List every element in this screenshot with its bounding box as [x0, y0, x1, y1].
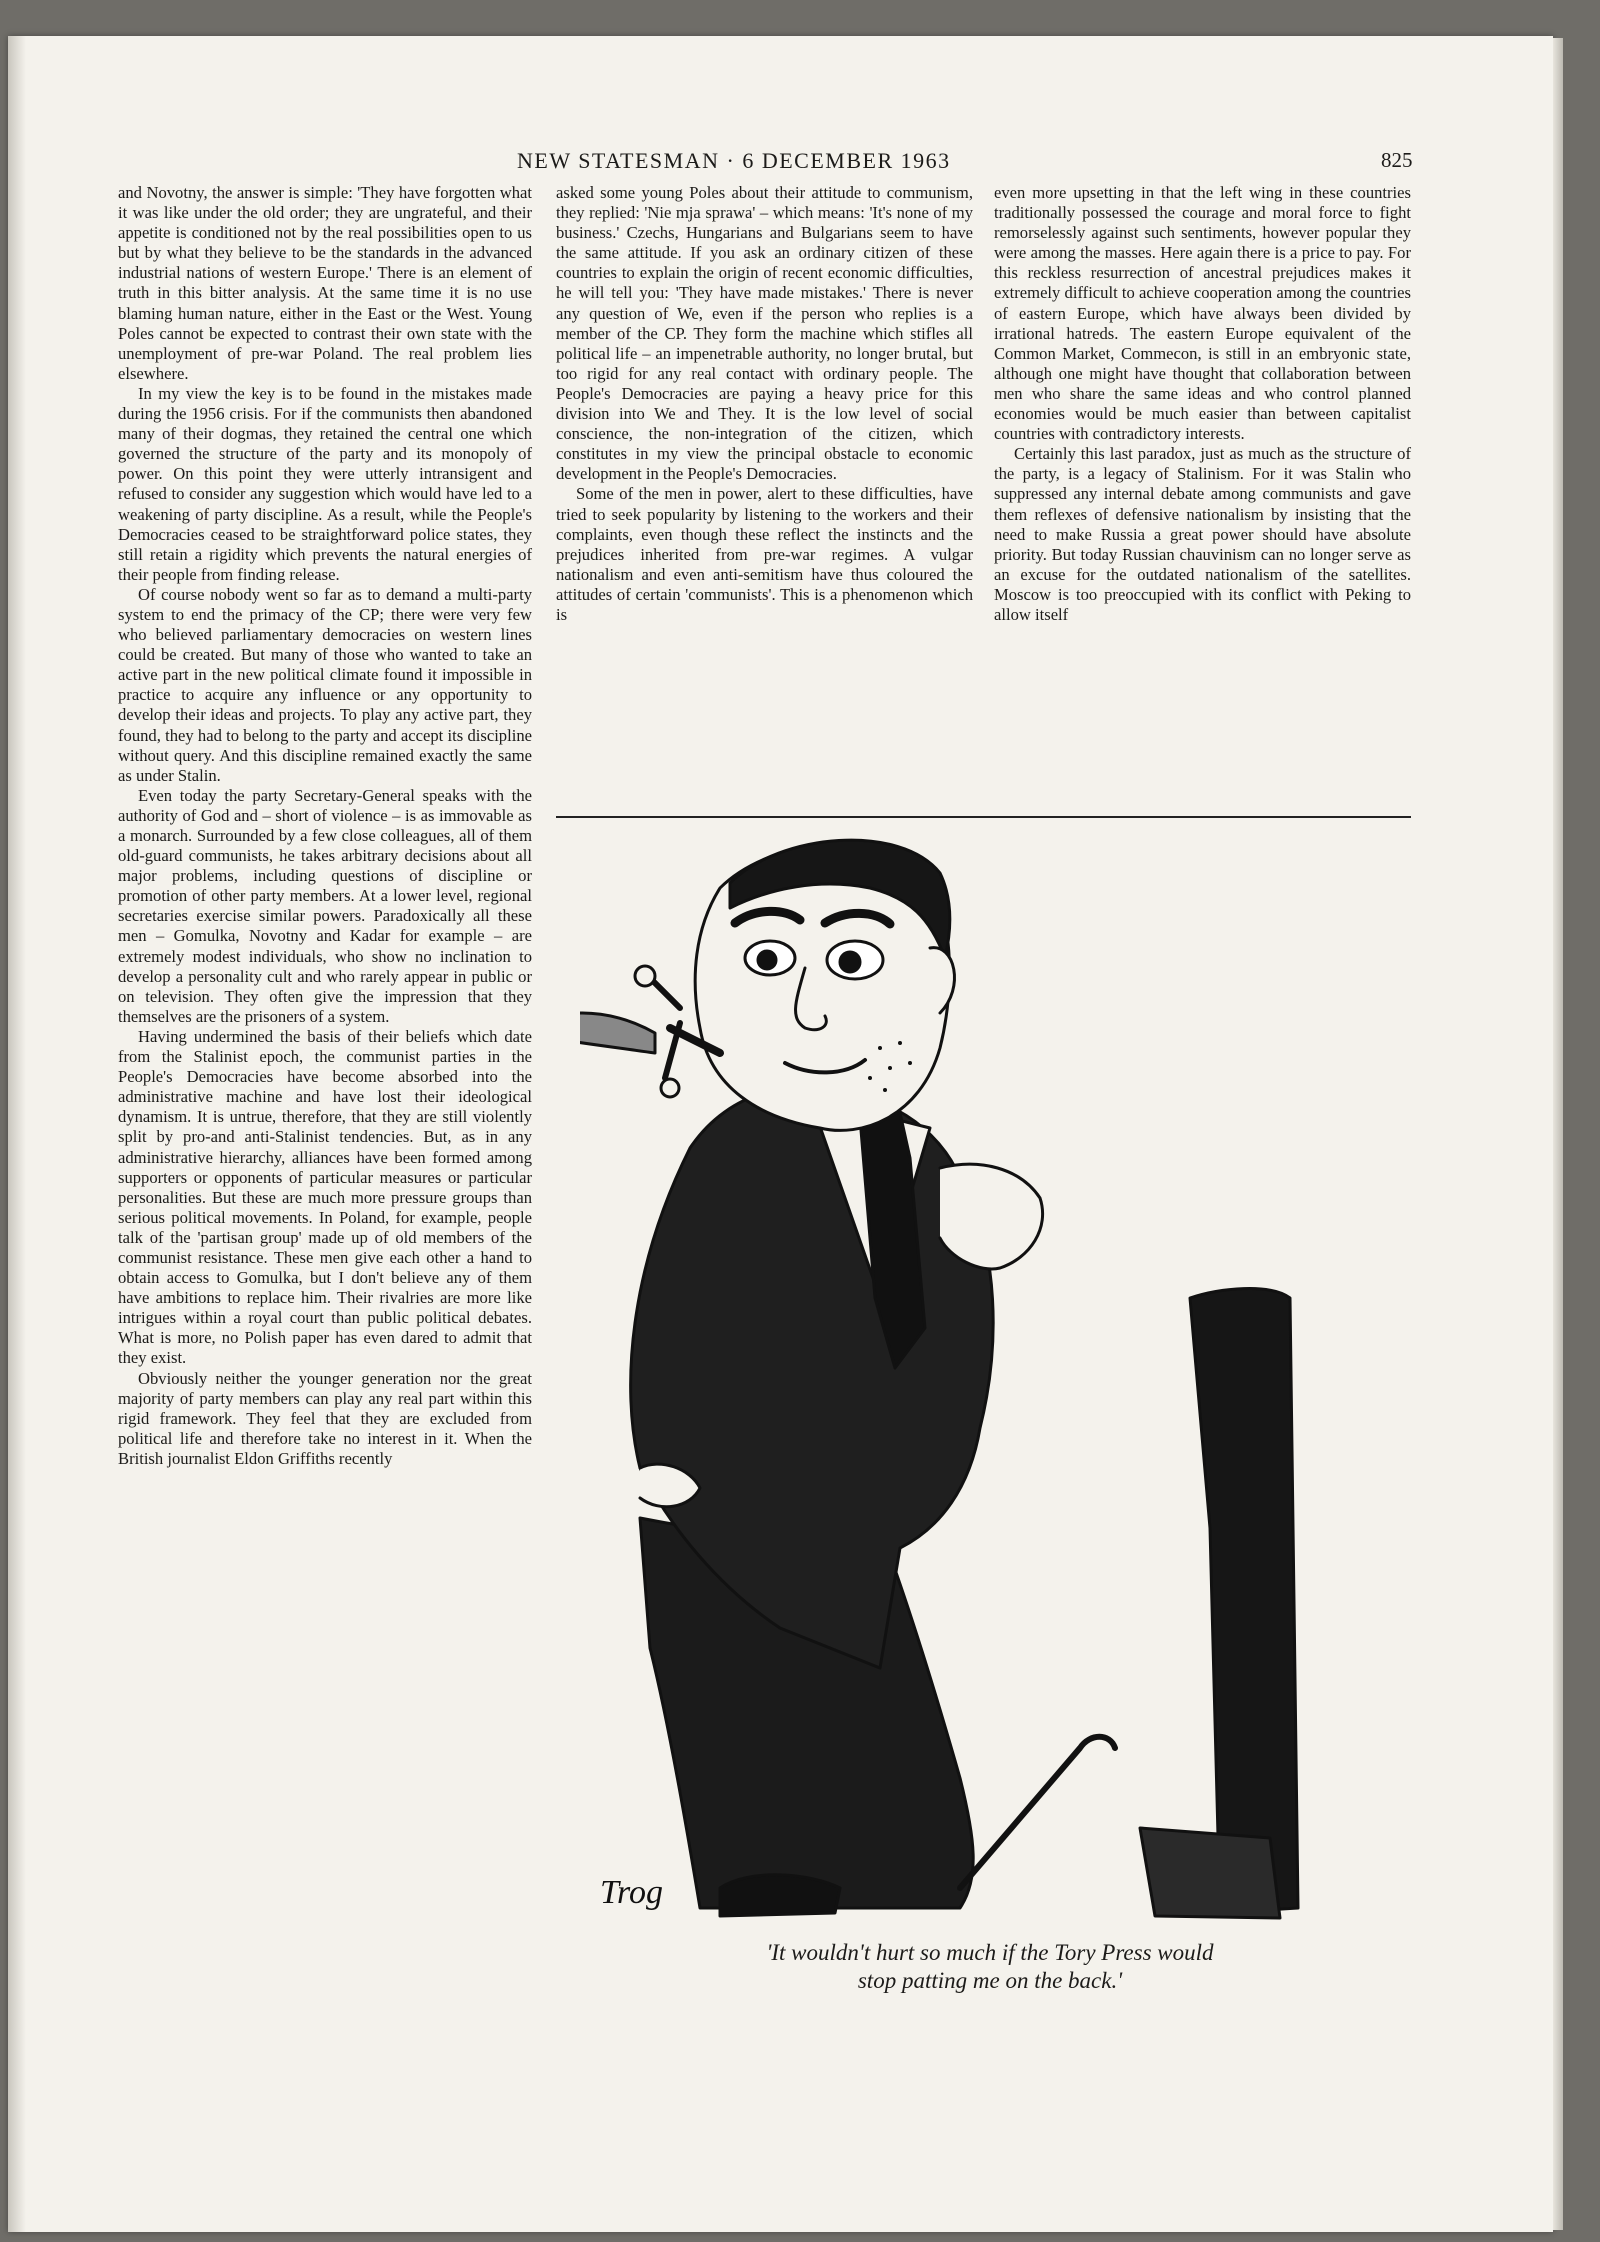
caption-line: 'It wouldn't hurt so much if the Tory Press would	[766, 1940, 1214, 1965]
paragraph: Certainly this last paradox, just as much as the structure of the party, is a legacy of Stalinism. For it was Stalin who suppressed any internal debate among communists and gave them reflexes of defensive nationalism by insisting that the need to make Russia a great power should have absolute priority. But today Russian chauvinism can no longer serve as an excuse for the outdated nationalism of the satellites. Moscow is too preoccupied with its conflict with Peking to allow itself	[994, 444, 1411, 624]
shoe	[720, 1875, 840, 1916]
caption-line: stop patting me on the back.'	[857, 1968, 1123, 1993]
artist-signature: Trog	[600, 1874, 664, 1911]
article-column-1	[118, 183, 532, 1469]
paragraph: and Novotny, the answer is simple: 'They have forgotten what it was like under the old order; they are ungrateful, and their appetite is conditioned not by the real possibilities open to us but by what they believe to be the standards in the advanced industrial nations of western Europe.' There is an element of truth in this bitter analysis. At the same time it is no use blaming human nature, either in the East or the West. Young Poles cannot be expected to contrast their own state with the unemployment of pre-war Poland. The real problem lies elsewhere.	[118, 183, 532, 383]
cartoon-caption	[640, 1939, 1340, 1995]
column-rule	[556, 816, 1411, 818]
publication-title: NEW STATESMAN · 6 DECEMBER 1963	[517, 148, 951, 173]
paragraph: Having undermined the basis of their beliefs which date from the Stalinist epoch, the communist parties in the People's Democracies have become absorbed into the administrative machine and have lost their ideological dynamism. It is untrue, therefore, that they are still violently split by pro-and anti-Stalinist tendencies. But, as in any administrative hierarchy, alliances have been formed among supporters or opponents of particular measures or particular personalities. But these are much more pressure groups than serious political movements. In Poland, for example, people talk of the 'partisan group' made up of old members of the communist resistance. These men give each other a hand to obtain access to Gomulka, but I don't believe any of them have ambitions to replace him. Their rivalries are more like intrigues within a royal court than public political debates. What is more, no Polish paper has even dared to admit that they exist.	[118, 1026, 532, 1368]
running-head	[0, 148, 1600, 178]
chair-leg	[1140, 1828, 1280, 1918]
paragraph: In my view the key is to be found in the mistakes made during the 1956 crisis. For if the communists then abandoned many of their dogmas, they retained the central one which governed the structure of the party and its monopoly of power. On this point they were utterly intransigent and refused to consider any suggestion which would have led to a weakening of party discipline. As a result, while the People's Democracies ceased to be straightforward police states, they still retain a rigidity which prevents the natural energies of their people from finding release.	[118, 383, 532, 584]
article-column-2	[556, 183, 973, 625]
political-cartoon	[580, 828, 1340, 1920]
page-edge	[1553, 38, 1563, 2230]
paragraph: Obviously neither the younger generation nor the great majority of party members can play any real part within this rigid framework. They feel that they are excluded from political life and therefore take no interest in it. When the British journalist Eldon Griffiths recently	[118, 1368, 532, 1468]
paragraph: Some of the men in power, alert to these difficulties, have tried to seek popularity by listening to the workers and their complaints, even though these reflect the instincts and the prejudices inherited from pre-war regimes. A vulgar nationalism and even anti-semitism have thus coloured the attitudes of certain 'communists'. This is a phenomenon which is	[556, 484, 973, 624]
paragraph: asked some young Poles about their attitude to communism, they replied: 'Nie mja sprawa' – which means: 'It's none of my business.' Czechs, Hungarians and Bulgarians seem to have the same attitude. If you ask an ordinary citizen of these countries to explain the origin of recent economic difficulties, he will tell you: 'They have made mistakes.' There is never any question of We, even if the person who replies is a member of the CP. They form the machine which stifles all political life – an impenetrable authority, no longer brutal, but too rigid for any real contact with ordinary people. The People's Democracies are paying a heavy price for this division into We and They. It is the low level of social conscience, the non-integration of the citizen, which constitutes in my view the principal obstacle to economic development in the People's Democracies.	[556, 183, 973, 484]
sword-blade	[580, 1013, 655, 1053]
paragraph: Of course nobody went so far as to demand a multi-party system to end the primacy of the CP; there were very few who believed parliamentary democracies on western lines could be created. But many of those who wanted to take an active part in the new political climate found it impossible in practice to acquire any influence or any opportunity to develop their ideas and projects. To play any active part, they found, they had to belong to the party and accept its discipline without query. And this discipline remained exactly the same as under Stalin.	[118, 584, 532, 785]
chair-back	[1190, 1289, 1298, 1913]
page-number: 825	[1381, 148, 1413, 172]
walking-cane	[960, 1737, 1115, 1888]
paragraph: Even today the party Secretary-General speaks with the authority of God and – short of violence – is as immovable as a monarch. Surrounded by a few close colleagues, all of them old-guard communists, he takes arbitrary decisions about all major problems, including questions of discipline or promotion of other party members. At a lower level, regional secretaries exercise similar powers. Paradoxically all these men – Gomulka, Novotny and Kadar for example – are extremely modest individuals, who show no inclination to develop a personality cult and who rarely appear in public or on television. They often give the impression that they themselves are the prisoners of a system.	[118, 785, 532, 1026]
sword-pommel	[635, 966, 655, 986]
article-column-3	[994, 183, 1411, 625]
hand-on-shoulder	[940, 1164, 1043, 1269]
page-binding-shadow	[8, 36, 26, 2232]
paragraph: even more upsetting in that the left wing in these countries traditionally possessed the courage and moral force to fight remorselessly against such sentiments, however popular they were among the masses. Here again there is a price to pay. For this reckless resurrection of ancestral prejudices makes it extremely difficult to achieve cooperation among the countries of eastern Europe, which have always been divided by irrational hatreds. The eastern Europe equivalent of the Common Market, Commecon, is still in an embryonic state, although one might have thought that collaboration between men who share the same ideas and who control planned economies would be much easier than between capitalist countries with contradictory interests.	[994, 183, 1411, 444]
